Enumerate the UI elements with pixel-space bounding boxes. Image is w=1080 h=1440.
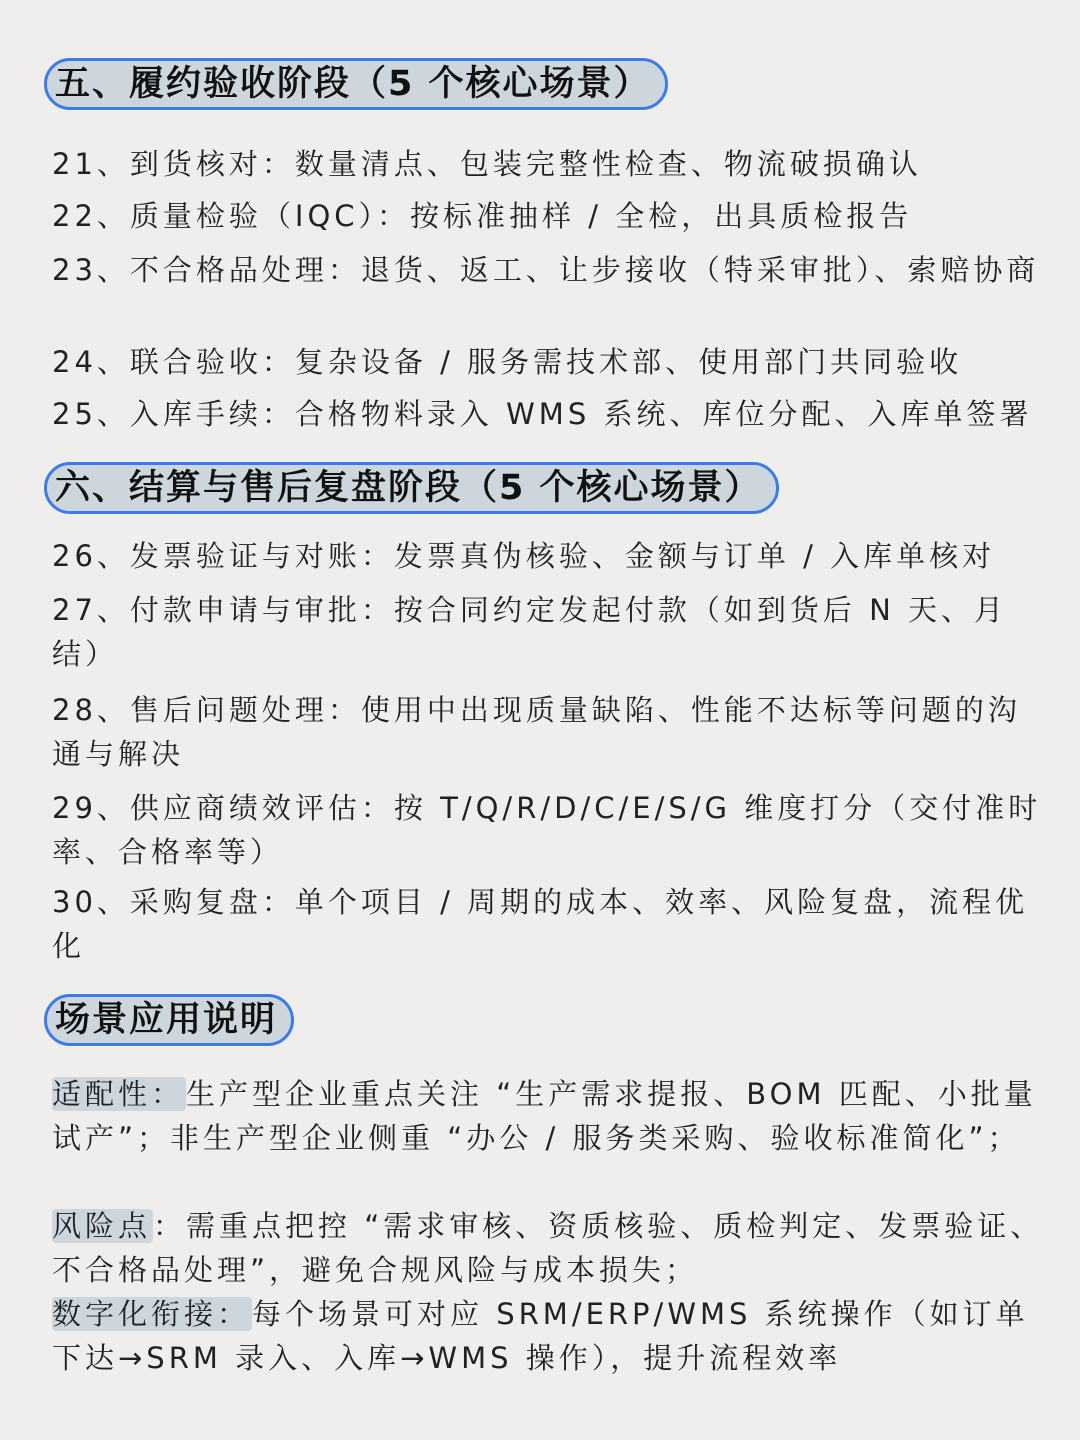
list-item: 21、到货核对：数量清点、包装完整性检查、物流破损确认 [52, 147, 922, 181]
note-item-risk [52, 1204, 1052, 1292]
list-item: 24、联合验收：复杂设备 / 服务需技术部、使用部门共同验收 [52, 345, 963, 379]
note-label: 适配性： [52, 1077, 185, 1111]
note-text: ：需重点把控 “需求审核、资质核验、质检判定、发票验证、不合格品处理”，避免合规风险与成本损失； [52, 1209, 1044, 1287]
list-item: 27、付款申请与审批：按合同约定发起付款（如到货后 N 天、月结） [52, 593, 1008, 671]
list-item: 30、采购复盘：单个项目 / 周期的成本、效率、风险复盘，流程优化 [52, 885, 1029, 963]
notes-heading: 场景应用说明 [44, 994, 294, 1046]
section-heading-6: 六、结算与售后复盘阶段（5 个核心场景） [44, 462, 779, 514]
list-item: 28、售后问题处理：使用中出现质量缺陷、性能不达标等问题的沟通与解决 [52, 693, 1021, 771]
list-item: 23、不合格品处理：退货、返工、让步接收（特采审批）、索赔协商 [52, 253, 1040, 287]
note-item-digital [52, 1292, 1052, 1380]
note-label: 风险点 [52, 1209, 152, 1243]
note-text: 每个场景可对应 SRM/ERP/WMS 系统操作（如订单下达→SRM 录入、入库→WMS 操作），提升流程效率 [52, 1297, 1029, 1375]
list-item: 26、发票验证与对账：发票真伪核验、金额与订单 / 入库单核对 [52, 539, 996, 573]
note-item-adaptability [52, 1072, 1052, 1160]
list-item: 29、供应商绩效评估：按 T/Q/R/D/C/E/S/G 维度打分（交付准时率、合格率等） [52, 791, 1042, 869]
list-item: 22、质量检验（IQC）：按标准抽样 / 全检，出具质检报告 [52, 199, 913, 233]
note-text: 生产型企业重点关注 “生产需求提报、BOM 匹配、小批量试产”；非生产型企业侧重 “办公 / 服务类采购、验收标准简化”； [52, 1077, 1037, 1155]
list-item: 25、入库手续：合格物料录入 WMS 系统、库位分配、入库单签署 [52, 397, 1033, 431]
section-heading-5: 五、履约验收阶段（5 个核心场景） [44, 58, 668, 110]
note-label: 数字化衔接： [52, 1297, 251, 1331]
